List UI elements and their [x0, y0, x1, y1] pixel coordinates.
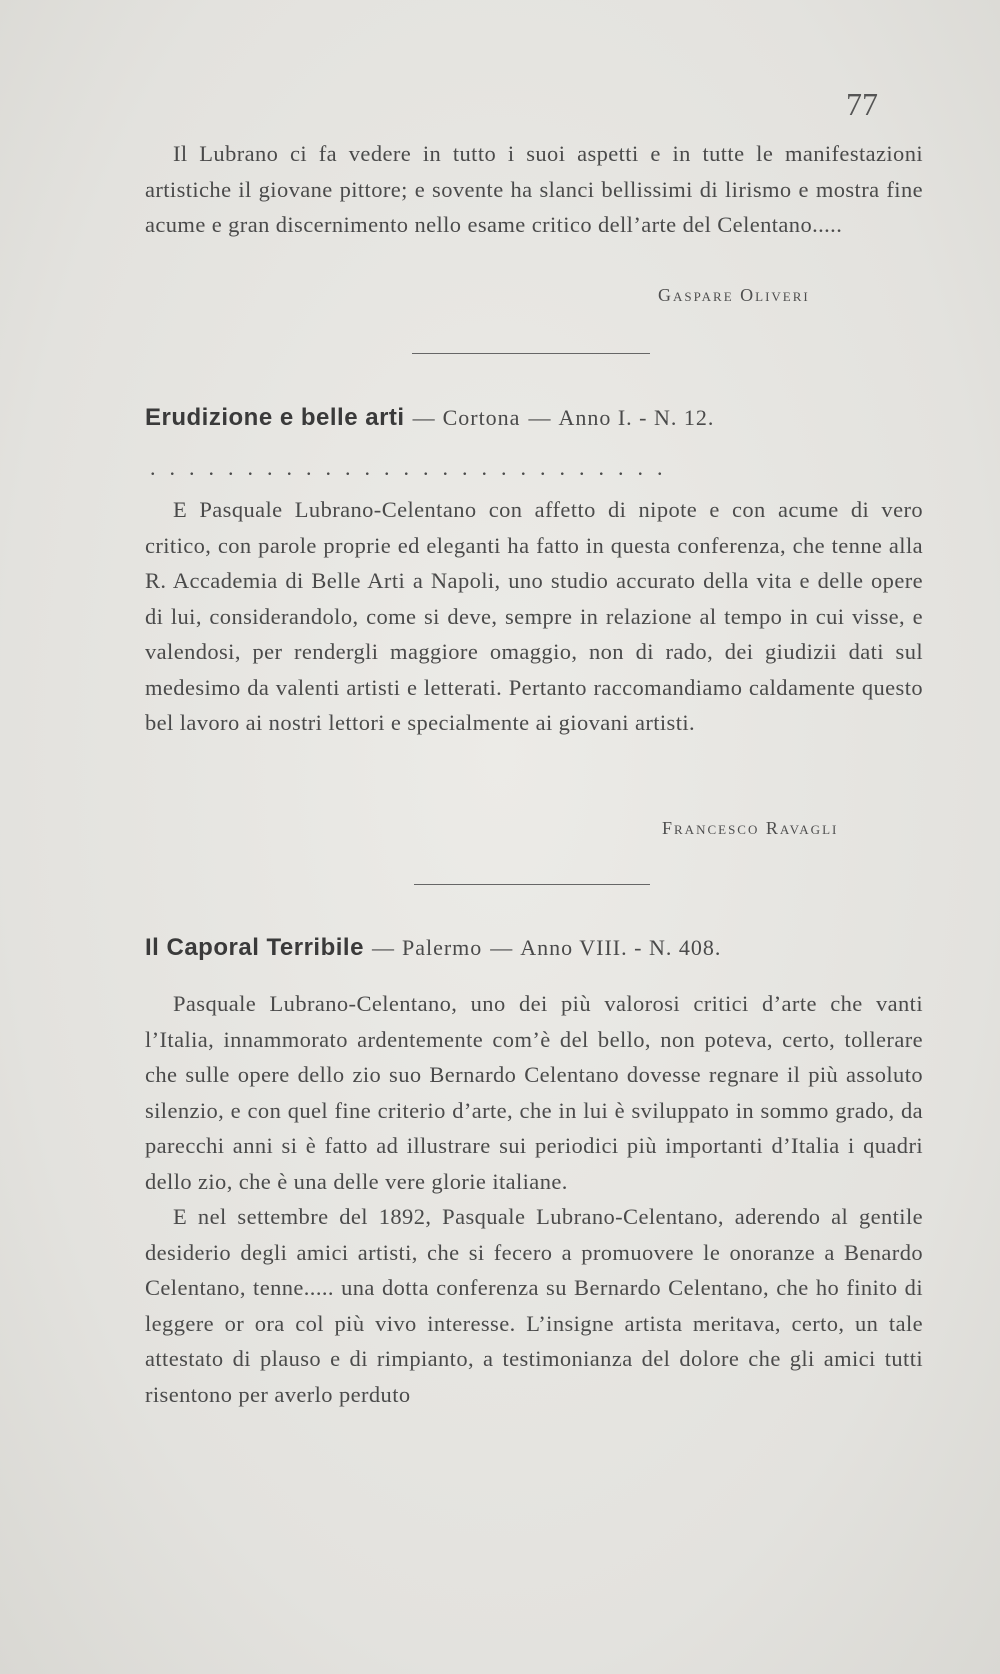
dash: —: [371, 935, 394, 960]
journal-place: Cortona: [442, 405, 521, 430]
dash: —: [412, 405, 435, 430]
journal-issue: Anno VIII. - N. 408.: [520, 935, 722, 960]
paragraph: Pasquale Lubrano-Celentano, uno dei più valorosi critici d’arte che vanti l’Italia, innammorato ardentemente com’è del bello, non poteva, certo, tollerare che sulle opere dello zio suo Bernardo Celentano dovesse regnare il più assoluto silenzio, e con quel fine criterio d’arte, che in lui è sviluppato in sommo grado, da parecchi anni si è fatto ad illustrare sui periodici più importanti d’Italia i quadri dello zio, che è una delle vere glorie italiane.: [145, 991, 923, 1194]
paragraph: E Pasquale Lubrano-Celentano con affetto di nipote e con acume di vero critico, con parole proprie ed eleganti ha fatto in questa conferenza, che tenne alla R. Accademia di Belle Arti a Napoli, uno studio accurato della vita e delle opere di lui, considerandolo, come si deve, sempre in relazione al tempo in cui visse, e valendosi, per rendergli maggiore omaggio, non di rado, dei giudizii dati sul medesimo da valenti artisti e letterati. Pertanto raccomandiamo caldamente questo bel lavoro ai nostri lettori e specialmente ai giovani artisti.: [145, 497, 923, 735]
review-ravagli-text: [145, 492, 923, 741]
dash: —: [528, 405, 551, 430]
section-divider: [412, 353, 650, 354]
heading-caporal: [145, 934, 721, 962]
paragraph: E nel settembre del 1892, Pasquale Lubrano-Celentano, aderendo al gentile desiderio degli amici artisti, che si fecero a promuovere le onoranze a Benardo Celentano, tenne..... una dotta conferenza su Bernardo Celentano, che ho finito di leggere or ora col più vivo interesse. L’insigne artista meritava, certo, un tale attestato di plauso e di rimpianto, a testimonianza del dolore che gli amici tutti risentono per averlo perduto: [145, 1204, 923, 1407]
ellipsis-dots: ...........................: [150, 455, 677, 480]
page-number: 77: [846, 86, 878, 122]
dash: —: [490, 935, 513, 960]
paragraph: Il Lubrano ci fa vedere in tutto i suoi aspetti e in tutte le manifestazioni artistiche il giovane pittore; e sovente ha slanci bellissimi di lirismo e mostra fine acume e gran discernimento nello esame critico dell’arte del Celentano.....: [145, 141, 923, 237]
section-divider: [414, 884, 650, 885]
review-oliveri-text: [145, 136, 923, 243]
journal-title: Il Caporal Terribile: [145, 934, 364, 961]
review-caporal-text: [145, 986, 923, 1412]
signature-oliveri: Gaspare Oliveri: [658, 285, 810, 305]
signature-ravagli: Francesco Ravagli: [662, 818, 839, 838]
heading-erudizione: [145, 404, 714, 432]
journal-place: Palermo: [401, 935, 483, 960]
journal-issue: Anno I. - N. 12.: [558, 405, 715, 430]
journal-title: Erudizione e belle arti: [145, 404, 405, 431]
